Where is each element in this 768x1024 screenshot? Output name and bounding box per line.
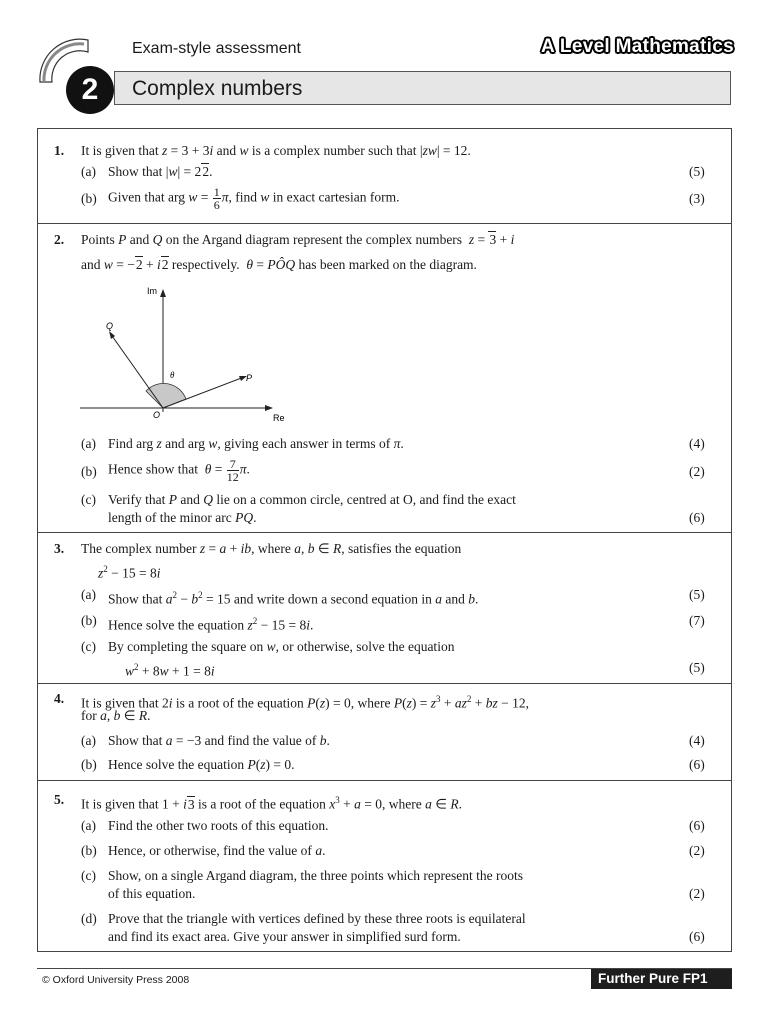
copyright-notice: © Oxford University Press 2008 [42, 974, 190, 986]
question-stem: It is given that z = 3 + 3i and w is a complex number such that |zw| = 12. [81, 143, 471, 158]
marks: (2) [689, 843, 705, 858]
part-text: Show that |w| = 22. [108, 164, 213, 179]
series-label: Further Pure FP1 [598, 971, 708, 986]
brand-title: A Level Mathematics [541, 36, 734, 57]
part-label: (b) [81, 191, 97, 206]
marks: (5) [689, 587, 705, 602]
marks: (6) [689, 510, 705, 525]
chapter-number: 2 [81, 73, 99, 106]
part-text: Prove that the triangle with vertices defined by these three roots is equilateral [108, 911, 526, 926]
part-text: Find the other two roots of this equation. [108, 818, 329, 833]
point-q-label: Q [106, 321, 114, 331]
part-text: Verify that P and Q lie on a common circle, centred at O, and find the exact [108, 492, 516, 507]
argand-diagram [75, 282, 285, 428]
question-number: 5. [54, 792, 65, 807]
question-number: 3. [54, 541, 65, 556]
part-text: Hence solve the equation $z^2 - 15 = 8i$. [108, 616, 314, 633]
marks: (2) [689, 464, 705, 479]
part-text: Given that arg w = $\frac{1}{6}$ π, find w in exact cartesian form. [108, 185, 400, 212]
part-label: (b) [81, 757, 97, 772]
chapter-title: Complex numbers [132, 77, 303, 100]
part-text: and find its exact area. Give your answer in simplified surd form. [108, 929, 461, 944]
question-stem: It is given that 1 + i3 is a root of the equation $x^3 + a = 0$, where a ∈ R. [81, 795, 462, 812]
part-label: (a) [81, 587, 96, 602]
marks: (4) [689, 733, 705, 748]
marks: (7) [689, 613, 705, 628]
part-label: (b) [81, 843, 97, 858]
point-p-label: P [246, 373, 253, 383]
question-stem: It is given that 2i is a root of the equation P(z) = 0, where $P(z) = z^3 + az^2$ + bz − 12, [81, 694, 530, 711]
marks: (5) [689, 660, 705, 675]
question-separator [37, 223, 732, 224]
part-label: (a) [81, 818, 96, 833]
part-text: By completing the square on w, or otherwise, solve the equation [108, 639, 455, 654]
equation: $z^2 - 15 = 8i$ [98, 564, 161, 581]
part-label: (c) [81, 639, 96, 654]
question-separator [37, 683, 732, 684]
re-axis-label: Re [273, 413, 285, 423]
part-text: Hence solve the equation P(z) = 0. [108, 757, 295, 772]
marks: (5) [689, 164, 705, 179]
part-label: (a) [81, 733, 96, 748]
question-stem: Points P and Q on the Argand diagram represent the complex numbers z = 3 + i [81, 232, 515, 247]
part-label: (b) [81, 464, 97, 479]
part-label: (c) [81, 868, 96, 883]
part-label: (d) [81, 911, 97, 926]
part-label: (b) [81, 613, 97, 628]
part-text: length of the minor arc PQ. [108, 510, 257, 525]
question-stem: and w = −2 + i2 respectively. θ = PÔQ has been marked on the diagram. [81, 257, 477, 272]
marks: (2) [689, 886, 705, 901]
part-text: Show, on a single Argand diagram, the three points which represent the roots [108, 868, 524, 883]
part-text: of this equation. [108, 886, 196, 901]
question-stem: for a, b ∈ R. [81, 708, 151, 723]
origin-label: O [153, 410, 161, 420]
part-label: (a) [81, 436, 96, 451]
question-number: 4. [54, 691, 65, 706]
question-separator [37, 532, 732, 533]
im-axis-label: Im [147, 286, 157, 296]
part-text-fragment: length of the minor arc [108, 510, 232, 525]
part-label: (a) [81, 164, 96, 179]
marks: (6) [689, 757, 705, 772]
equation: $w^2 + 8w + 1 = 8i$ [125, 662, 215, 679]
question-separator [37, 780, 732, 781]
question-number: 1. [54, 143, 65, 158]
marks: (6) [689, 818, 705, 833]
question-stem: The complex number z = a + ib, where a, b ∈ R, satisfies the equation [81, 541, 462, 556]
question-number: 2. [54, 232, 65, 247]
part-text: Hence, or otherwise, find the value of a. [108, 843, 326, 858]
part-text: Find arg z and arg w, giving each answer in terms of π. [108, 436, 404, 451]
part-text: Hence show that θ = $\frac{7}{12}$ π. [108, 457, 250, 484]
theta-label: θ [170, 370, 175, 380]
part-text: Show that $a^2 - b^2 = 15$ and write down a second equation in a and b. [108, 590, 479, 607]
part-label: (c) [81, 492, 96, 507]
header-subtitle: Exam-style assessment [132, 40, 301, 57]
part-text: Show that a = −3 and find the value of b. [108, 733, 330, 748]
marks: (3) [689, 191, 705, 206]
marks: (6) [689, 929, 705, 944]
marks: (4) [689, 436, 705, 451]
